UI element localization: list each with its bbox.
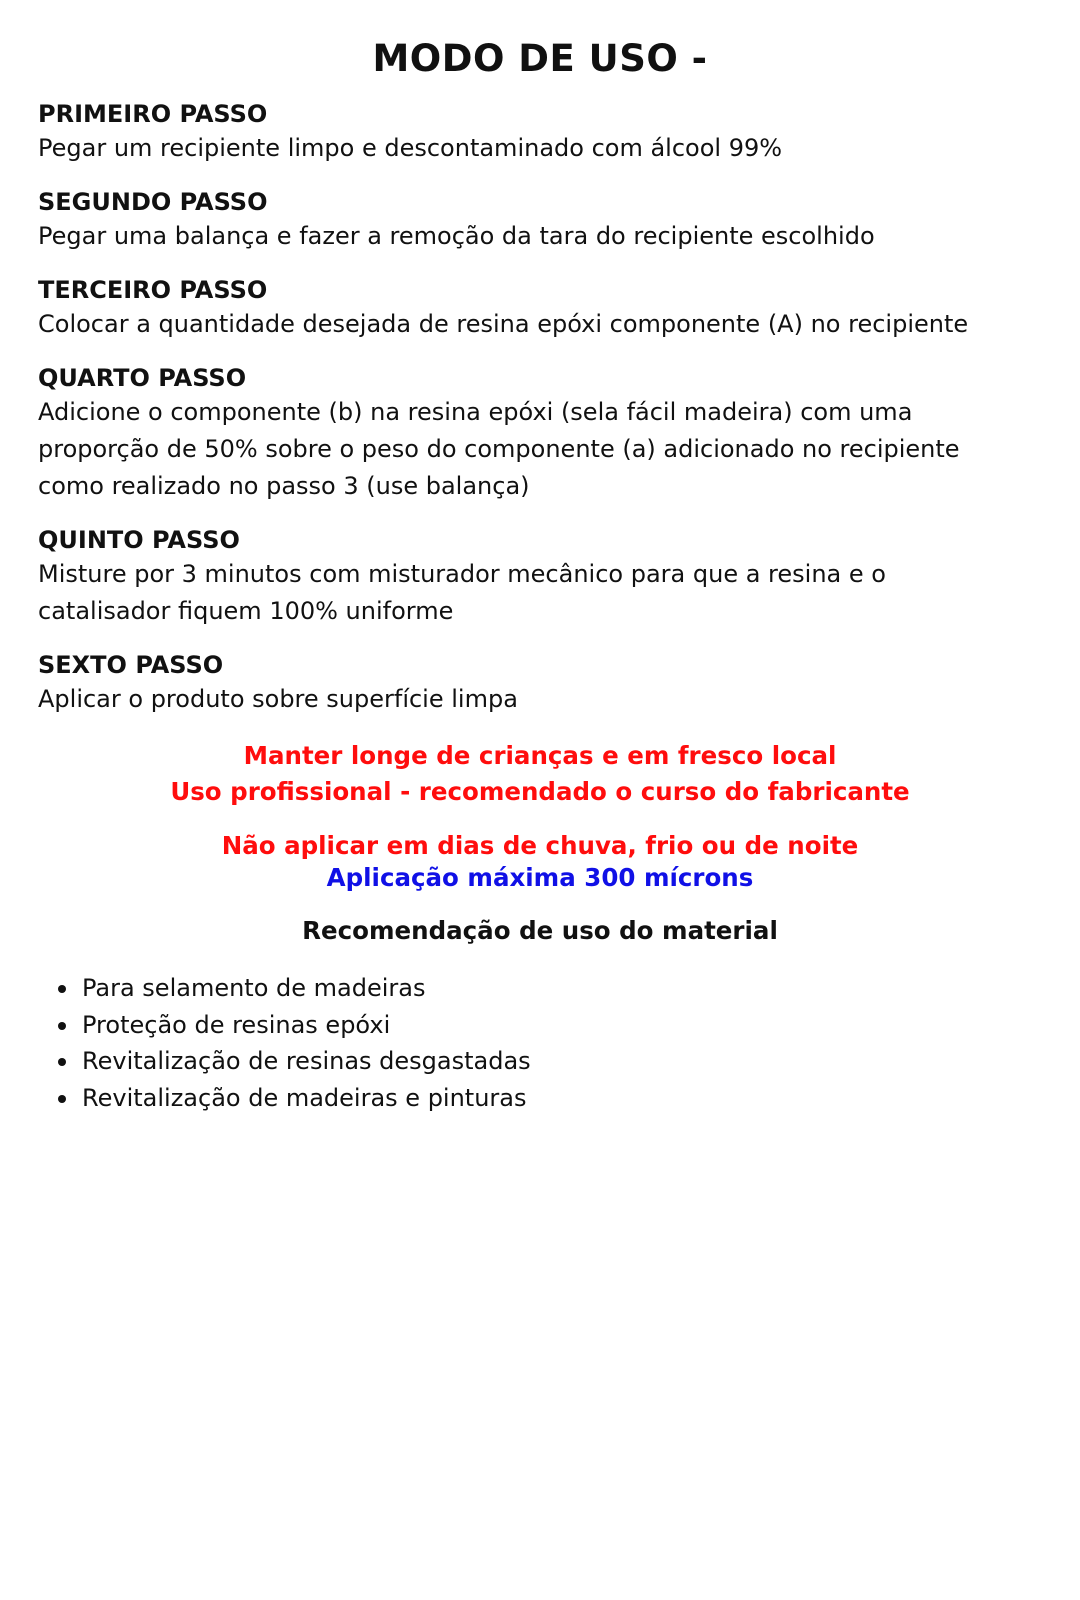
step-text xyxy=(38,394,1048,505)
step-text-line: Pegar uma balança e fazer a remoção da tara do recipiente escolhido xyxy=(38,222,875,250)
step-text-line: Pegar um recipiente limpo e descontaminado com álcool 99% xyxy=(38,134,783,162)
step-text xyxy=(38,556,1048,630)
list-item-text: Revitalização de madeiras e pinturas xyxy=(82,1083,527,1112)
list-item-text: Para selamento de madeiras xyxy=(82,974,426,1002)
list-item xyxy=(38,1043,1080,1080)
step-text-line: proporção de 50% sobre o peso do componente (a) adicionado no recipiente xyxy=(38,435,960,463)
notice-group-safety xyxy=(38,738,1042,810)
list-item xyxy=(38,970,1080,1007)
step-2 xyxy=(38,186,1080,255)
step-text xyxy=(38,306,1048,343)
recommendation-list xyxy=(38,970,1080,1116)
step-text xyxy=(38,130,1048,167)
notice-group-application xyxy=(38,830,1042,894)
step-text-line: Misture por 3 minutos com misturador mecânico para que a resina e o xyxy=(38,560,886,588)
step-text-line: Adicione o componente (b) na resina epóxi (sela fácil madeira) com uma xyxy=(38,398,913,426)
bullet-icon xyxy=(58,1058,66,1066)
step-text-line: como realizado no passo 3 (use balança) xyxy=(38,472,530,500)
list-item xyxy=(38,1007,1080,1044)
step-heading: QUINTO PASSO xyxy=(38,526,240,554)
recommendation-heading: Recomendação de uso do material xyxy=(302,916,778,945)
step-4 xyxy=(38,362,1080,505)
step-heading: QUARTO PASSO xyxy=(38,364,247,392)
step-text xyxy=(38,681,1048,718)
bullet-icon xyxy=(58,1095,66,1103)
step-heading: TERCEIRO PASSO xyxy=(38,276,268,304)
step-text-line: Aplicar o produto sobre superfície limpa xyxy=(38,685,518,713)
step-heading: SEGUNDO PASSO xyxy=(38,188,268,216)
step-6 xyxy=(38,649,1080,718)
step-1 xyxy=(38,98,1080,167)
step-text-line: Colocar a quantidade desejada de resina epóxi componente (A) no recipiente xyxy=(38,310,969,338)
warning-notice: Manter longe de crianças e em fresco local xyxy=(243,741,837,770)
step-5 xyxy=(38,524,1080,630)
step-3 xyxy=(38,274,1080,343)
notices-section xyxy=(38,738,1080,894)
list-item xyxy=(38,1080,1080,1117)
page-title: MODO DE USO - xyxy=(372,37,708,80)
info-notice: Aplicação máxima 300 mícrons xyxy=(326,863,754,892)
bullet-icon xyxy=(58,985,66,993)
bullet-icon xyxy=(58,1022,66,1030)
steps-section xyxy=(38,98,1080,718)
warning-notice: Não aplicar em dias de chuva, frio ou de noite xyxy=(221,831,859,860)
warning-notice: Uso profissional - recomendado o curso do fabricante xyxy=(170,777,910,806)
step-heading: SEXTO PASSO xyxy=(38,651,224,679)
step-heading: PRIMEIRO PASSO xyxy=(38,100,268,128)
step-text-line: catalisador fiquem 100% uniforme xyxy=(38,597,454,625)
list-item-text: Revitalização de resinas desgastadas xyxy=(82,1047,531,1075)
step-text xyxy=(38,218,1048,255)
list-item-text: Proteção de resinas epóxi xyxy=(82,1010,391,1039)
